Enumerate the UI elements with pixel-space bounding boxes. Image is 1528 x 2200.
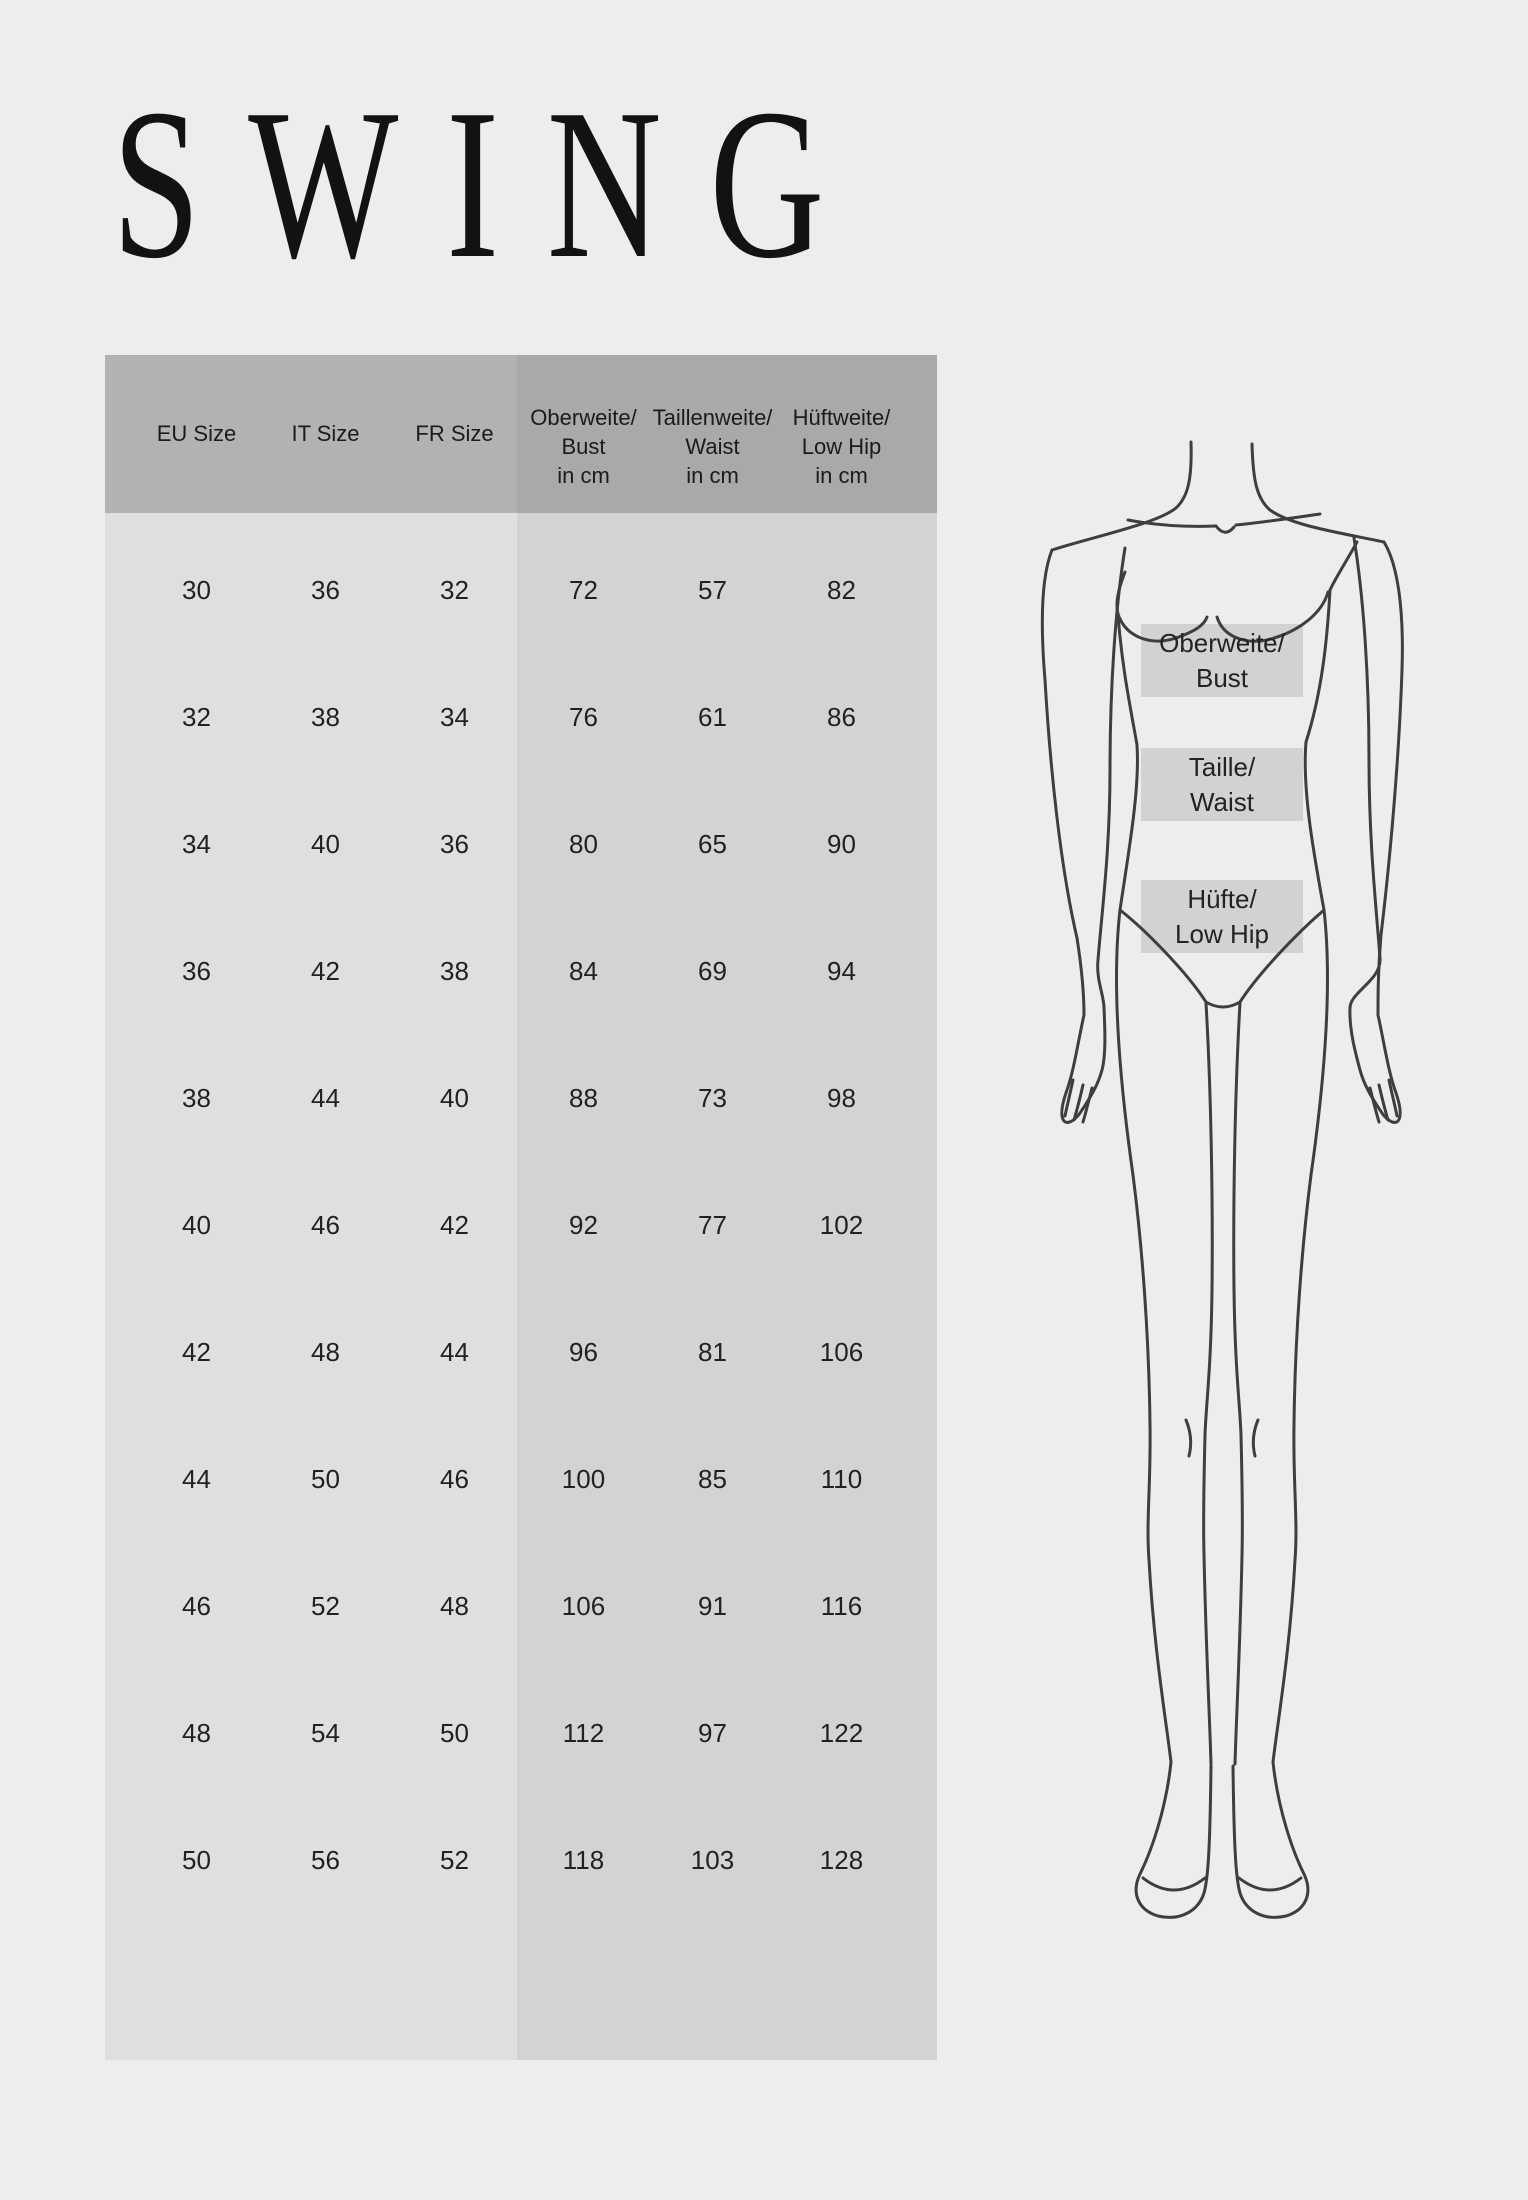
foot-right	[1233, 1762, 1308, 1917]
torso-left-side	[1117, 572, 1138, 910]
column-header-eu-size: EU Size	[156, 421, 237, 446]
leg-right-inner	[1234, 1003, 1243, 1764]
size-value-cell: 38	[440, 956, 469, 986]
foot-right-toe-arc	[1239, 1878, 1301, 1890]
size-value-cell: 40	[182, 1210, 211, 1240]
leg-left-outer	[1116, 910, 1171, 1762]
size-value-cell: 46	[440, 1464, 469, 1494]
column-header-bust-line3: in cm	[557, 462, 610, 488]
shin-accent-right	[1253, 1420, 1258, 1456]
table-row	[132, 1797, 906, 1924]
size-value-cell: 54	[311, 1718, 340, 1748]
size-value-cell: 50	[311, 1464, 340, 1494]
column-header-bust	[519, 403, 648, 490]
table-row	[132, 1289, 906, 1416]
size-value-cell: 38	[311, 702, 340, 732]
column-header-it-size: IT Size	[291, 421, 360, 446]
column-header-waist-line3: in cm	[686, 462, 739, 488]
size-value-cell: 122	[819, 1718, 864, 1748]
table-row	[132, 654, 906, 781]
table-row	[132, 1035, 906, 1162]
size-value-cell: 48	[311, 1337, 340, 1367]
size-value-cell: 36	[440, 829, 469, 859]
size-value-cell: 34	[182, 829, 211, 859]
bust-measure-label	[1141, 624, 1303, 697]
size-value-cell: 42	[182, 1337, 211, 1367]
foot-left-toe-arc	[1143, 1878, 1205, 1890]
size-value-cell: 57	[698, 575, 727, 605]
body-measurement-figure	[1040, 430, 1440, 1930]
size-value-cell: 80	[569, 829, 598, 859]
torso-right-side	[1305, 542, 1357, 910]
column-header-waist	[648, 403, 777, 490]
hip-label-line2: Low Hip	[1175, 918, 1269, 949]
size-value-cell: 61	[698, 702, 727, 732]
size-value-cell: 103	[690, 1845, 735, 1875]
size-value-cell: 128	[819, 1845, 864, 1875]
leg-right-outer	[1273, 910, 1328, 1762]
table-row	[132, 781, 906, 908]
bust-label-line2: Bust	[1195, 662, 1249, 693]
column-header-bust-line1: Oberweite/	[530, 404, 637, 430]
bust-label-line1: Oberweite/	[1159, 627, 1285, 658]
size-value-cell: 46	[311, 1210, 340, 1240]
size-value-cell: 34	[440, 702, 469, 732]
size-value-cell: 32	[440, 575, 469, 605]
size-value-cell: 38	[182, 1083, 211, 1113]
size-value-cell: 86	[827, 702, 856, 732]
neck-right-line	[1252, 444, 1384, 542]
size-value-cell: 84	[569, 956, 598, 986]
size-value-cell: 56	[311, 1845, 340, 1875]
size-value-cell: 36	[182, 956, 211, 986]
size-value-cell: 90	[827, 829, 856, 859]
size-value-cell: 88	[569, 1083, 598, 1113]
table-row	[132, 1670, 906, 1797]
size-value-cell: 94	[827, 956, 856, 986]
foot-left	[1136, 1762, 1211, 1917]
size-value-cell: 48	[182, 1718, 211, 1748]
size-value-cell: 48	[440, 1591, 469, 1621]
size-value-cell: 46	[182, 1591, 211, 1621]
size-value-cell: 118	[562, 1845, 605, 1875]
leg-left-inner	[1204, 1003, 1213, 1764]
size-value-cell: 36	[311, 575, 340, 605]
arm-right-inner	[1350, 538, 1380, 1008]
table-row	[132, 908, 906, 1035]
size-value-cell: 92	[569, 1210, 598, 1240]
waist-label-line2: Waist	[1189, 786, 1255, 817]
size-value-cell: 42	[440, 1210, 469, 1240]
table-row	[132, 527, 906, 654]
size-value-cell: 98	[827, 1083, 856, 1113]
waist-label-line1: Taille/	[1188, 751, 1256, 782]
column-header-low-hip-line2: Low Hip	[801, 433, 882, 459]
size-value-cell: 65	[698, 829, 727, 859]
size-value-cell: 106	[561, 1591, 606, 1621]
brand-logo: SWING	[112, 64, 873, 303]
size-value-cell: 50	[440, 1718, 469, 1748]
size-value-cell: 100	[561, 1464, 606, 1494]
column-header-low-hip-line3: in cm	[815, 462, 868, 488]
arm-left-inner	[1098, 548, 1125, 1008]
size-table-rows	[132, 527, 906, 1924]
crotch-curve	[1206, 1002, 1240, 1007]
size-value-cell: 76	[569, 702, 598, 732]
table-row	[132, 1416, 906, 1543]
column-header-low-hip-line1: Hüftweite/	[792, 404, 891, 430]
size-value-cell: 116	[820, 1591, 863, 1621]
size-value-cell: 112	[562, 1718, 605, 1748]
size-value-cell: 69	[698, 956, 727, 986]
size-value-cell: 85	[698, 1464, 727, 1494]
size-value-cell: 30	[182, 575, 211, 605]
size-value-cell: 102	[819, 1210, 864, 1240]
column-header-waist-line2: Waist	[685, 433, 740, 459]
size-table	[105, 355, 937, 2060]
size-value-cell: 73	[698, 1083, 727, 1113]
size-value-cell: 50	[182, 1845, 211, 1875]
size-value-cell: 42	[311, 956, 340, 986]
table-header-row	[132, 355, 906, 513]
size-value-cell: 40	[440, 1083, 469, 1113]
collarbone-dip	[1216, 526, 1234, 532]
column-header-bust-line2: Bust	[561, 433, 606, 459]
column-header-waist-line1: Taillenweite/	[652, 404, 773, 430]
waist-measure-label	[1141, 748, 1303, 821]
size-value-cell: 52	[440, 1845, 469, 1875]
size-value-cell: 91	[698, 1591, 727, 1621]
shin-accent-left	[1186, 1420, 1191, 1456]
size-value-cell: 44	[311, 1083, 340, 1113]
size-value-cell: 32	[182, 702, 211, 732]
size-value-cell: 44	[182, 1464, 211, 1494]
size-value-cell: 96	[569, 1337, 598, 1367]
size-value-cell: 52	[311, 1591, 340, 1621]
size-value-cell: 82	[827, 575, 856, 605]
arm-left-outer	[1042, 550, 1084, 1015]
table-row	[132, 1162, 906, 1289]
size-value-cell: 106	[819, 1337, 864, 1367]
size-value-cell: 40	[311, 829, 340, 859]
hip-measure-label	[1141, 880, 1303, 953]
size-value-cell: 77	[698, 1210, 727, 1240]
neck-left-line	[1052, 442, 1191, 550]
size-value-cell: 72	[569, 575, 598, 605]
arm-right-outer	[1378, 542, 1402, 1015]
column-header-low-hip	[777, 403, 906, 490]
size-value-cell: 110	[820, 1464, 863, 1494]
size-value-cell: 81	[698, 1337, 727, 1367]
hip-label-line1: Hüfte/	[1187, 883, 1257, 914]
size-value-cell: 44	[440, 1337, 469, 1367]
table-row	[132, 1543, 906, 1670]
column-header-fr-size: FR Size	[415, 421, 494, 446]
size-value-cell: 97	[698, 1718, 727, 1748]
